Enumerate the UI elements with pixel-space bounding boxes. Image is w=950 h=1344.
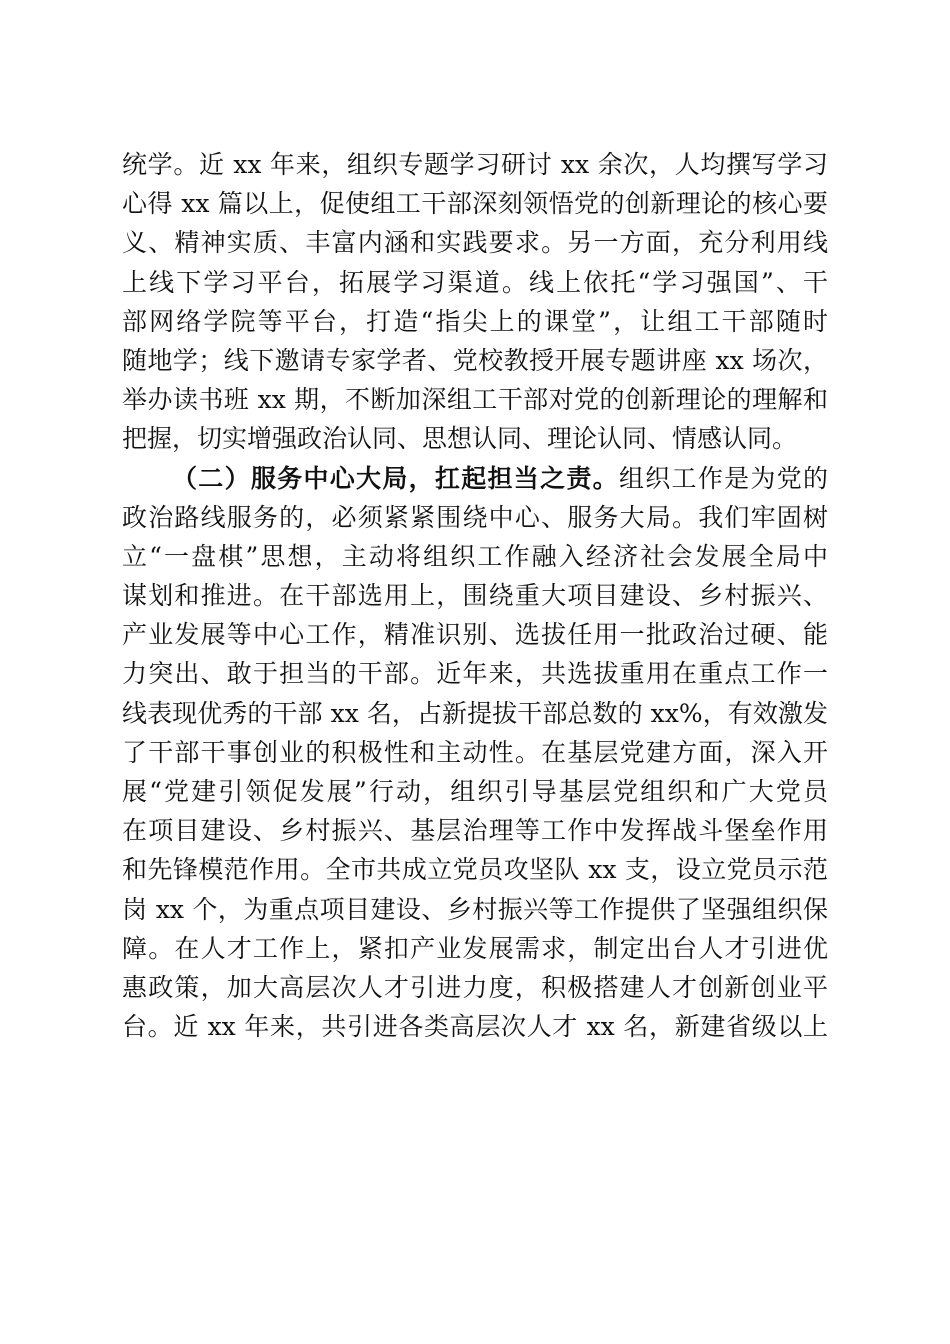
paragraph-line: 举办读书班 xx 期，不断加深组工干部对党的创新理论的理解和 — [122, 385, 828, 415]
document-body — [122, 145, 828, 1046]
paragraph-line: 和先锋模范作用。全市共成立党员攻坚队 xx 支，设立党员示范 — [122, 855, 828, 885]
paragraph-line: 立“一盘棋”思想，主动将组织工作融入经济社会发展全局中 — [122, 541, 828, 571]
section-heading: （二）服务中心大局，扛起担当之责。 — [172, 463, 619, 493]
paragraph-line: 把握，切实增强政治认同、思想认同、理论认同、情感认同。 — [122, 424, 798, 454]
paragraph-line: 展“党建引领促发展”行动，组织引导基层党组织和广大党员 — [122, 777, 828, 806]
paragraph-line: 障。在人才工作上，紧扣产业发展需求，制定出台人才引进优 — [122, 933, 828, 963]
paragraph-line: 统学。近 xx 年来，组织专题学习研讨 xx 余次，人均撰写学习 — [122, 150, 828, 179]
paragraph-line: 线表现优秀的干部 xx 名，占新提拔干部总数的 xx%，有效激发 — [122, 698, 828, 728]
paragraph-line: 政治路线服务的，必须紧紧围绕中心、服务大局。我们牢固树 — [122, 502, 828, 532]
paragraph-text: 组织工作是为党的 — [618, 463, 828, 493]
paragraph-2 — [122, 459, 828, 1047]
paragraph-line: 上线下学习平台，拓展学习渠道。线上依托“学习强国”、干 — [122, 267, 828, 297]
paragraph-line: 在项目建设、乡村振兴、基层治理等工作中发挥战斗堡垒作用 — [122, 816, 828, 846]
paragraph-line: 心得 xx 篇以上，促使组工干部深刻领悟党的创新理论的核心要 — [122, 189, 828, 219]
paragraph-line: 随地学；线下邀请专家学者、党校教授开展专题讲座 xx 场次， — [122, 345, 828, 375]
paragraph-line: 力突出、敢于担当的干部。近年来，共选拔重用在重点工作一 — [122, 659, 828, 689]
paragraph-line: 台。近 xx 年来，共引进各类高层次人才 xx 名，新建省级以上 — [122, 1012, 828, 1042]
paragraph-line: 惠政策，加大高层次人才引进力度，积极搭建人才创新创业平 — [122, 972, 828, 1002]
paragraph-line: 了干部干事创业的积极性和主动性。在基层党建方面，深入开 — [122, 737, 828, 767]
paragraph-line: 义、精神实质、丰富内涵和实践要求。另一方面，充分利用线 — [122, 228, 828, 258]
paragraph-line: 岗 xx 个，为重点项目建设、乡村振兴等工作提供了坚强组织保 — [122, 894, 828, 924]
paragraph-line: 谋划和推进。在干部选用上，围绕重大项目建设、乡村振兴、 — [122, 581, 828, 611]
paragraph-line: 产业发展等中心工作，精准识别、选拔任用一批政治过硬、能 — [122, 620, 828, 650]
paragraph-first-line — [122, 459, 828, 498]
paragraph-1 — [122, 145, 828, 459]
paragraph-line: 部网络学院等平台，打造“指尖上的课堂”，让组工干部随时 — [122, 306, 828, 336]
